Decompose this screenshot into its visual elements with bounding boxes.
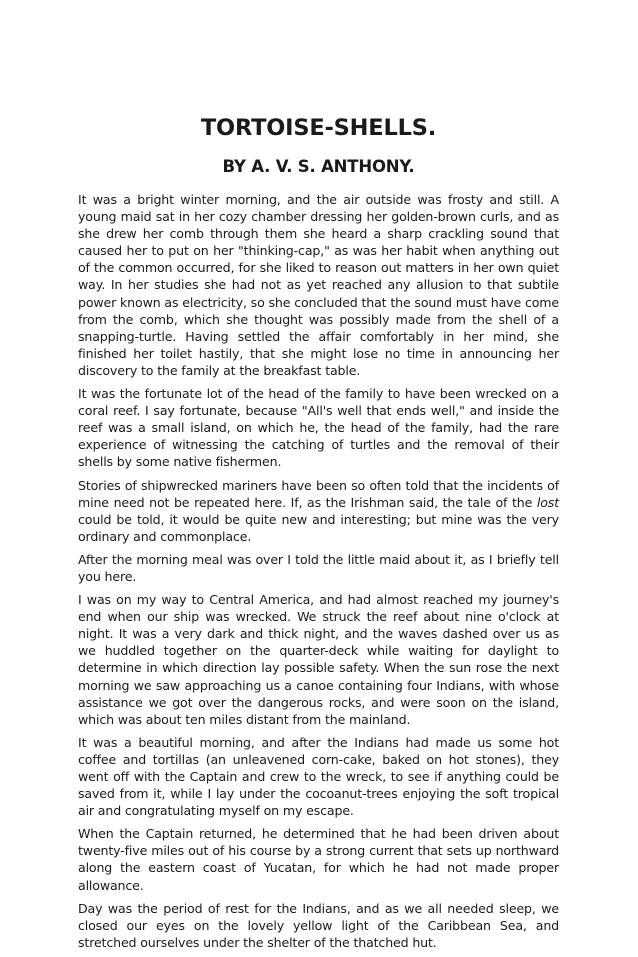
- paragraph-1: It was a bright winter morning, and the air outside was frosty and still. A young maid sat in her cozy chamber dressing her golden-brown curls, and as she drew her comb through them she heard a sharp crackling sound that caused her to put on her "thinking-cap," as was her habit when anything out of the common occurred, for she liked to reason out matters in her own quiet way. In her studies she had not as yet reached any allusion to that subtile power known as electricity, so she concluded that the sound must have come from the comb, which she thought was possibly made from the shell of a snapping-turtle. Having settled the affair comfortably in her mind, she finished her toilet hastily, that she might lose no time in announcing her discovery to the family at the breakfast table.: [78, 192, 559, 378]
- paragraph-8: Day was the period of rest for the Indians, and as we all needed sleep, we closed our eyes on the lovely yellow light of the Caribbean Sea, and stretched ourselves under the shelter of the thatched hut.: [78, 900, 559, 950]
- paragraph-3-emphasis: lost: [536, 494, 559, 510]
- article-title: TORTOISE-SHELLS.: [200, 115, 437, 141]
- paragraph-7: When the Captain returned, he determined that he had been driven about twenty-five miles out of his course by a strong current that sets up northward along the eastern coast of Yucatan, for which he had not made proper allowance.: [78, 826, 559, 893]
- paragraph-4: After the morning meal was over I told the little maid about it, as I briefly tell you here.: [78, 551, 559, 584]
- document-page: [78, 0, 559, 957]
- paragraph-6: It was a beautiful morning, and after the Indians had made us some hot coffee and tortillas (an unleavened corn-cake, baked on hot stones), they went off with the Captain and crew to the wreck, to see if anything could be saved from it, while I lay under the cocoanut-trees enjoying the soft tropical air and congratulating myself on my escape.: [78, 734, 559, 819]
- paragraph-2: It was the fortunate lot of the head of the family to have been wrecked on a coral reef. I say fortunate, because "All's well that ends well," and inside the reef was a small island, on which he, the head of the family, had the rare experience of witnessing the catching of turtles and the removal of their shells by some native fishermen.: [78, 386, 559, 470]
- paragraph-3-text-before: Stories of shipwrecked mariners have been so often told that the incidents of mine need not be repeated here. If, as the Irishman said, the tale of the: [78, 477, 559, 510]
- paragraph-5: I was on my way to Central America, and had almost reached my journey's end when our ship was wrecked. We struck the reef about nine o'clock at night. It was a very dark and thick night, and the waves dashed over us as we huddled together on the quarter-deck while waiting for daylight to determine in which direction lay possible safety. When the sun rose the next morning we saw approaching us a canoe containing four Indians, with whose assistance we got over the dangerous rocks, and were soon on the island, which was about ten miles distant from the mainland.: [78, 592, 559, 727]
- paragraph-3-text-after: could be told, it would be quite new and interesting; but mine was the very ordinary and commonplace.: [78, 511, 559, 544]
- article-body: [78, 191, 559, 951]
- article-byline: BY A. V. S. ANTHONY.: [222, 157, 415, 176]
- paragraph-3: [78, 477, 559, 545]
